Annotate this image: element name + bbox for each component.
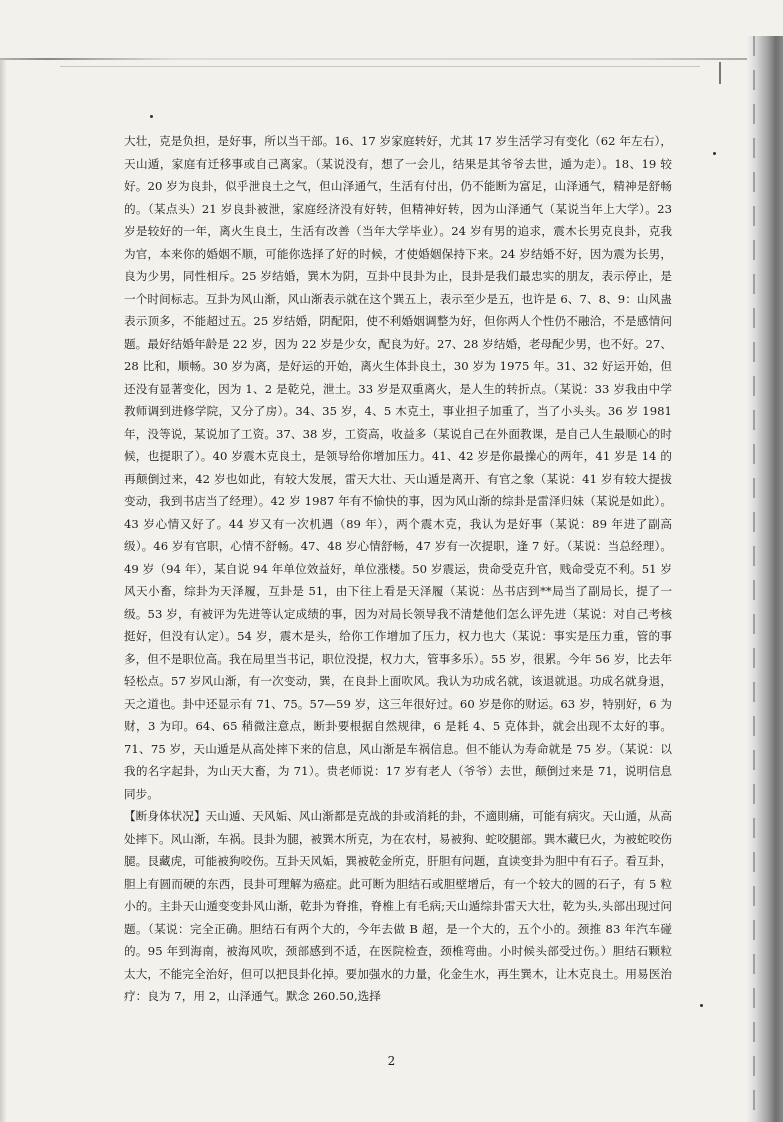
document-body (124, 130, 672, 1008)
scan-right-edge (747, 36, 783, 1122)
scan-speck (150, 115, 153, 118)
scan-speck (713, 152, 716, 155)
paragraph-health-status: 【断身体状况】天山遁、天风姤、风山渐都是克战的卦或消耗的卦，不適則痛，可能有病灾。天山遁，从高处摔下。风山渐，车祸。艮卦为腿，被巽木所克，为在农村，易被狗、蛇咬腿部。巽木藏巳火，为被蛇咬伤腿。艮藏虎，可能被狗咬伤。互卦天风姤，巽被乾金所克，肝胆有问题，直读变卦为胆中有石子。看互卦，胆上有圆而硬的东西，艮卦可理解为癌症。此可断为胆结石或胆壁增后，有一个较大的圆的石子，有 5 粒小的。主卦天山遁变变卦风山渐，乾卦为脊推，脊椎上有毛病;天山遁综卦雷天大壮，乾为头,头部出现过问题。（某说：完全正确。胆结石有两个大的，今年去做 B 超，是一个大的，五个小的。颈推 83 年汽车碰的。95 年到海南，被海风吹，颈部感到不适，在医院检查，颈椎弯曲。小时候头部受过伤。）胆结石颗粒太大，不能完全治好，但可以把艮卦化掉。要加强水的力量，化金生水，再生巽木，让木克良土。用易医治疗：良为 7，用 2，山泽通气。默念 260.50,选择 (124, 809, 672, 1003)
scan-mark (719, 62, 721, 84)
scan-top-edge (0, 58, 783, 60)
scan-top-line (60, 66, 700, 67)
paragraph-life-fortune: 大壮，克是负担，是好事，所以当干部。16、17 岁家庭转好，尤其 17 岁生活学习有变化（62 年左右），天山遁，家庭有迁移事或自己离家。（某说没有，想了一会儿，结果是其爷爷去世，遁为走）。18、19 较好。20 岁为良卦，似乎泄良土之气，但山泽通气，生活有付出，仍不能断为富足，山泽通气，精神是舒畅的。（某点头）21 岁良卦被泄，家庭经济没有好转，但精神好转，因为山泽通气（某说当年上大学）。23 岁是较好的一年，离火生良土，生活有改善（当年大学毕业）。24 岁有男的追求，震木长男克良卦，克我为官，本来你的婚姻不顺，可能你选择了好的时候，才使婚姻保持下来。24 岁结婚不好，因为震为长男，良为少男，同性相斥。25 岁结婚，巽木为阴，互卦中艮卦为止，艮卦是我们最忠实的朋友，表示停止，是一个时间标志。互卦为风山渐，风山渐表示就在这个巽五上，表示至少是五，也许是 6、7、8、9：山风蛊表示顶多，不能超过五。25 岁结婚，阴配阳，使不利婚姻调整为好，但你两人个性仍不融洽，不是感情问题。最好结婚年龄是 22 岁，因为 22 岁是少女，配良为好。27、28 岁结婚，老母配少男，也不好。27、28 比和，顺畅。30 岁为离，是好运的开始，离火生体卦良土，30 岁为 1975 年。31、32 好运开始，但还没有显著变化，因为 1、2 是乾兑，泄土。33 岁是双重离火，是人生的转折点。（某说：33 岁我由中学教师调到进修学院，又分了房）。34、35 岁，4、5 木克土，事业担子加重了，当了小头头。36 岁 1981 年，没等说，某说加了工资。37、38 岁，工资高，收益多（某说自己在外面教课，是自己人生最顺心的时候，也提职了）。40 岁震木克良土，是领导给你增加压力。41、42 岁是你最操心的两年，41 岁是 14 的再颠倒过来，42 岁也如此，有较大发展，雷天大壮、天山遁是离开、有官之象（某说：41 岁有较大提拔变动，我到书店当了经理）。42 岁 1987 年有不愉快的事，因为风山渐的综卦是雷泽归妹（某说是如此）。43 岁心情又好了。44 岁又有一次机遇（89 年），两个震木克，我认为是好事（某说：89 年进了副高级）。46 岁有官职，心情不舒畅。47、48 岁心情舒畅，47 岁有一次提职，逢 7 好。（某说：当总经理）。49 岁（94 年），某自说 94 年单位效益好，单位涨楼。50 岁震运，贵命受克升官，贱命受克不利。51 岁风天小畜，综卦为天泽履，互卦是 51，由下往上看是天泽履（某说：丛书店到**局当了副局长，提了一级。53 岁，有被评为先进等认定成绩的事，因为对局长领导我不清楚他们怎么评先进（某说：对自己考核挺好，但没有认定）。54 岁，震木是头，给你工作增加了压力，权力也大（某说：事实是压力重，管的事多，但不是职位高。我在局里当书记，职位没提，权力大，管事多乐）。55 岁，很累。今年 56 岁，比去年轻松点。57 岁风山渐，有一次变动，巽，在良卦上面吹风。我认为功成名就，该退就退。功成名就身退，天之道也。卦中还显示有 71、75。57—59 岁，这三年很好过。60 岁是你的财运。63 岁，特别好，6 为财，3 为印。64、65 稍微注意点，断卦要根据自然规律，6 是耗 4、5 克体卦，就会出现不太好的事。71、75 岁，天山遁是从高处摔下来的信息，风山渐是车祸信息。但不能认为寿命就是 75 岁。（某说：以我的名字起卦，为山天大畜，为 71）。贵老师说：17 岁有老人（爷爷）去世，颠倒过来是 71，说明信息同步。 (124, 134, 672, 801)
scan-speck (700, 1004, 703, 1007)
page-number: 2 (387, 1054, 396, 1068)
page-left-fold (0, 60, 6, 1122)
